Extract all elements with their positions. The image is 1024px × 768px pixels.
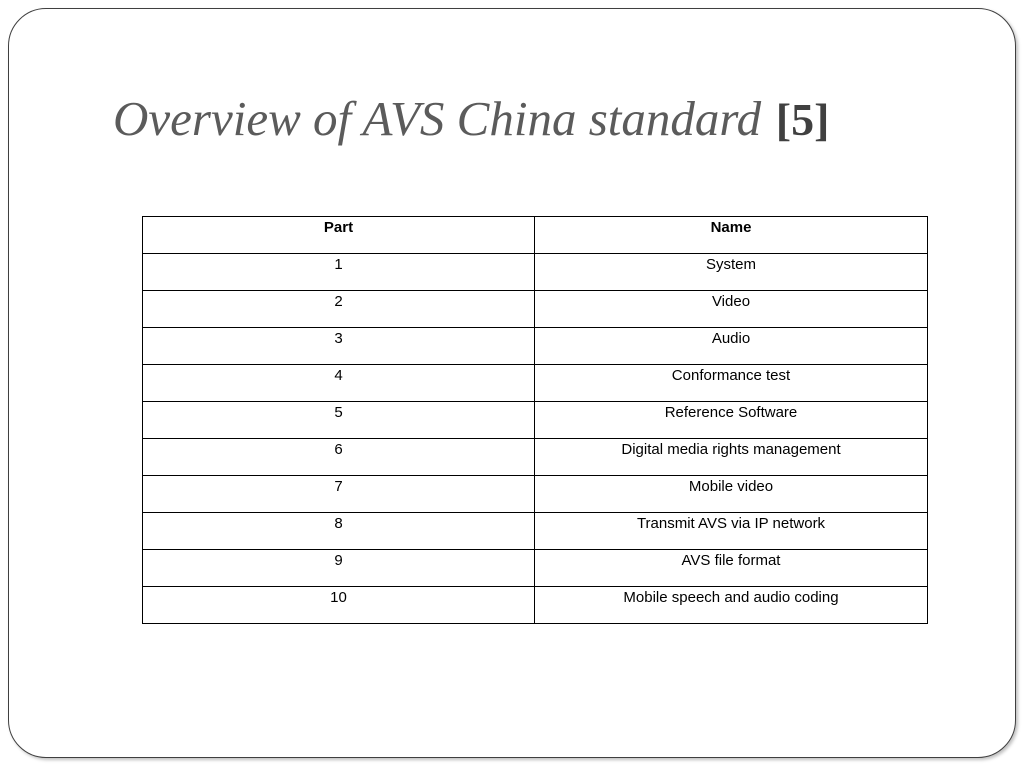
part-name-cell: AVS file format <box>535 550 928 587</box>
part-name-cell: Audio <box>535 328 928 365</box>
part-number-cell: 4 <box>143 365 535 402</box>
part-name-cell: Mobile video <box>535 476 928 513</box>
table-row <box>143 513 928 550</box>
part-name-cell: Video <box>535 291 928 328</box>
part-name-cell: Mobile speech and audio coding <box>535 587 928 624</box>
part-number-cell: 2 <box>143 291 535 328</box>
slide-title-reference: [5] <box>775 94 830 145</box>
table-row <box>143 587 928 624</box>
part-name-cell: Digital media rights management <box>535 439 928 476</box>
part-number-cell: 10 <box>143 587 535 624</box>
part-number-cell: 1 <box>143 254 535 291</box>
table-header-row <box>143 217 928 254</box>
part-name-cell: System <box>535 254 928 291</box>
part-number-cell: 8 <box>143 513 535 550</box>
table-row <box>143 328 928 365</box>
table-row <box>143 550 928 587</box>
slide-title-text: Overview of AVS China standard <box>113 91 762 146</box>
part-number-cell: 5 <box>143 402 535 439</box>
table-row <box>143 254 928 291</box>
part-name-cell: Transmit AVS via IP network <box>535 513 928 550</box>
part-number-cell: 9 <box>143 550 535 587</box>
part-number-cell: 6 <box>143 439 535 476</box>
column-header-part: Part <box>143 217 535 254</box>
avs-parts-table <box>142 216 928 624</box>
part-number-cell: 7 <box>143 476 535 513</box>
slide-title <box>113 88 829 151</box>
column-header-name: Name <box>535 217 928 254</box>
table-row <box>143 476 928 513</box>
table-row <box>143 439 928 476</box>
table-row <box>143 291 928 328</box>
part-name-cell: Reference Software <box>535 402 928 439</box>
table-row <box>143 365 928 402</box>
part-name-cell: Conformance test <box>535 365 928 402</box>
part-number-cell: 3 <box>143 328 535 365</box>
table-row <box>143 402 928 439</box>
